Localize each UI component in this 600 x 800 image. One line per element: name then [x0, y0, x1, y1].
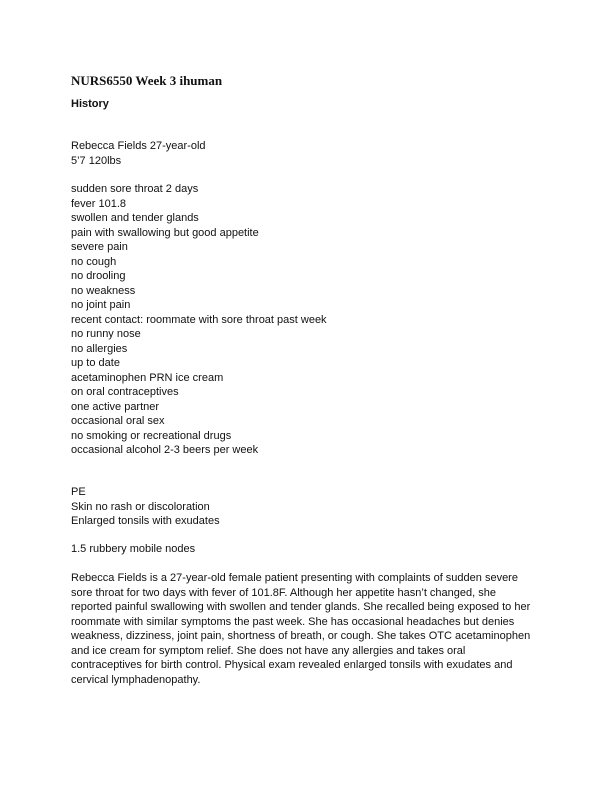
history-item: no runny nose — [71, 328, 141, 340]
history-list — [71, 182, 327, 458]
history-item: no drooling — [71, 270, 126, 282]
history-heading: History — [71, 98, 109, 110]
history-item: recent contact: roommate with sore throat past week — [71, 313, 327, 326]
history-item: up to date — [71, 357, 120, 369]
history-item: no allergies — [71, 342, 128, 355]
pe-section — [71, 485, 220, 529]
history-item: no smoking or recreational drugs — [71, 429, 232, 442]
history-item: swollen and tender glands — [71, 212, 199, 224]
pe-heading: PE — [71, 486, 86, 498]
pe-nodes — [71, 542, 195, 557]
pe-item: Enlarged tonsils with exudates — [71, 515, 220, 527]
summary-paragraph: Rebecca Fields is a 27-year-old female patient presenting with complaints of sudden severe sore throat for two days with fever of 101.8F. Although her appetite hasn’t changed, she reported painful swallowing with swollen and tender glands. She recalled being exposed to her roommate with similar symptoms the past week. She has occasional headaches but denies weakness, dizziness, joint pain, shortness of breath, or cough. She takes OTC acetaminophen and ice cream for symptom relief. She does not have any allergies and takes oral contraceptives for birth control. Physical exam revealed enlarged tonsils with exudates and cervical lymphadenopathy. — [71, 572, 531, 686]
history-item: severe pain — [71, 241, 128, 253]
pe-item: Skin no rash or discoloration — [71, 500, 210, 513]
history-item: no cough — [71, 255, 117, 268]
history-item: acetaminophen PRN ice cream — [71, 371, 224, 384]
document-title: NURS6550 Week 3 ihuman — [71, 73, 223, 88]
history-item: one active partner — [71, 400, 160, 413]
history-item: no joint pain — [71, 299, 131, 311]
patient-info — [71, 139, 206, 168]
history-item: pain with swallowing but good appetite — [71, 226, 259, 239]
history-item: occasional alcohol 2-3 beers per week — [71, 444, 259, 456]
nodes-finding: 1.5 rubbery mobile nodes — [71, 543, 196, 555]
history-item: no weakness — [71, 284, 136, 297]
history-item: on oral contraceptives — [71, 386, 179, 398]
history-item: occasional oral sex — [71, 415, 165, 427]
patient-name-age: Rebecca Fields 27-year-old — [71, 140, 206, 152]
patient-height-weight: 5’7 120lbs — [71, 154, 122, 167]
history-item: fever 101.8 — [71, 197, 127, 210]
history-item: sudden sore throat 2 days — [71, 183, 199, 195]
